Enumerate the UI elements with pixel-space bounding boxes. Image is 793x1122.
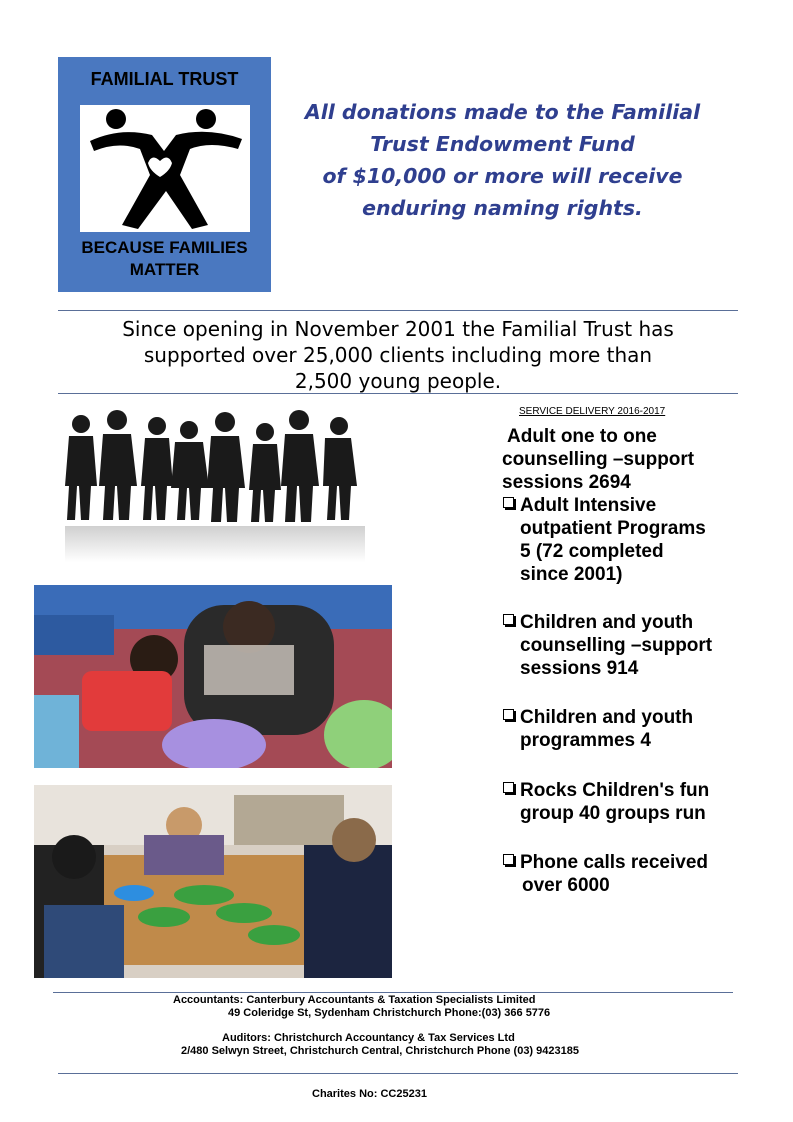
service-item-line: 5 (72 completed: [520, 541, 664, 562]
service-item-phone-calls: [503, 851, 763, 897]
headline-line1: All donations made to the Familial: [304, 100, 701, 124]
logo-bottom-line1: BECAUSE FAMILIES: [81, 238, 248, 257]
service-item-line: outpatient Programs: [520, 518, 706, 539]
intro-line1: Since opening in November 2001 the Familial Trust has: [122, 317, 674, 341]
service-item-youth-counselling: [503, 611, 763, 680]
group-craft-photo: [34, 785, 392, 978]
service-item-adult-counselling: [502, 425, 767, 494]
service-item-line: over 6000: [522, 875, 610, 896]
logo-figures-panel: [80, 105, 250, 232]
checkbox-bullet-icon: [503, 614, 514, 625]
auditors-line2: 2/480 Selwyn Street, Christchurch Central, Christchurch Phone (03) 9423185: [181, 1045, 579, 1057]
accountants-line1: Accountants: Canterbury Accountants & Taxation Specialists Limited: [173, 994, 536, 1006]
children-activity-photo: [34, 585, 392, 768]
service-item-line: Adult one to one: [507, 426, 657, 447]
intro-text: [58, 316, 738, 394]
checkbox-bullet-icon: [503, 782, 514, 793]
service-delivery-title: SERVICE DELIVERY 2016-2017: [519, 406, 666, 417]
service-item-adult-intensive: [503, 494, 763, 586]
service-item-line: sessions 914: [520, 658, 639, 679]
service-item-line: group 40 groups run: [520, 803, 706, 824]
service-item-rocks-group: [503, 779, 763, 825]
checkbox-bullet-icon: [503, 854, 514, 865]
service-item-line: sessions 2694: [502, 472, 631, 493]
accountants-line2: 49 Coleridge St, Sydenham Christchurch Phone:(03) 366 5776: [228, 1007, 551, 1019]
service-item-youth-programmes: [503, 706, 763, 752]
intro-line2: supported over 25,000 clients including more than: [143, 343, 653, 367]
logo-bottom-text: [58, 237, 271, 281]
logo-bottom-line2: MATTER: [129, 260, 200, 279]
auditors-line1: Auditors: Christchurch Accountancy & Tax Services Ltd: [222, 1032, 515, 1044]
service-item-line: Children and youth: [520, 612, 694, 633]
service-item-line: Children and youth: [520, 707, 694, 728]
checkbox-bullet-icon: [503, 709, 514, 720]
family-figures-icon: [80, 105, 250, 232]
service-item-line: Adult Intensive: [520, 495, 657, 516]
divider-footer-top: [53, 992, 733, 993]
service-item-line: since 2001): [520, 564, 623, 585]
people-silhouettes-image: [55, 410, 375, 570]
divider-top: [58, 310, 738, 311]
service-item-line: counselling –support: [502, 449, 695, 470]
headline-line3: of $10,000 or more will receive: [322, 164, 683, 188]
divider-footer-bottom: [58, 1073, 738, 1074]
service-item-line: Phone calls received: [520, 852, 708, 873]
logo-top-text: FAMILIAL TRUST: [90, 69, 239, 89]
divider-middle: [58, 393, 738, 394]
headline-line2: Trust Endowment Fund: [370, 132, 635, 156]
service-item-line: Rocks Children's fun: [520, 780, 710, 801]
intro-line3: 2,500 young people.: [294, 369, 502, 393]
donation-headline: [285, 96, 720, 224]
headline-line4: enduring naming rights.: [362, 196, 643, 220]
service-item-line: programmes 4: [520, 730, 651, 751]
checkbox-bullet-icon: [503, 497, 514, 508]
familial-trust-logo: [58, 57, 271, 292]
charities-number: Charites No: CC25231: [312, 1088, 427, 1100]
service-item-line: counselling –support: [520, 635, 713, 656]
